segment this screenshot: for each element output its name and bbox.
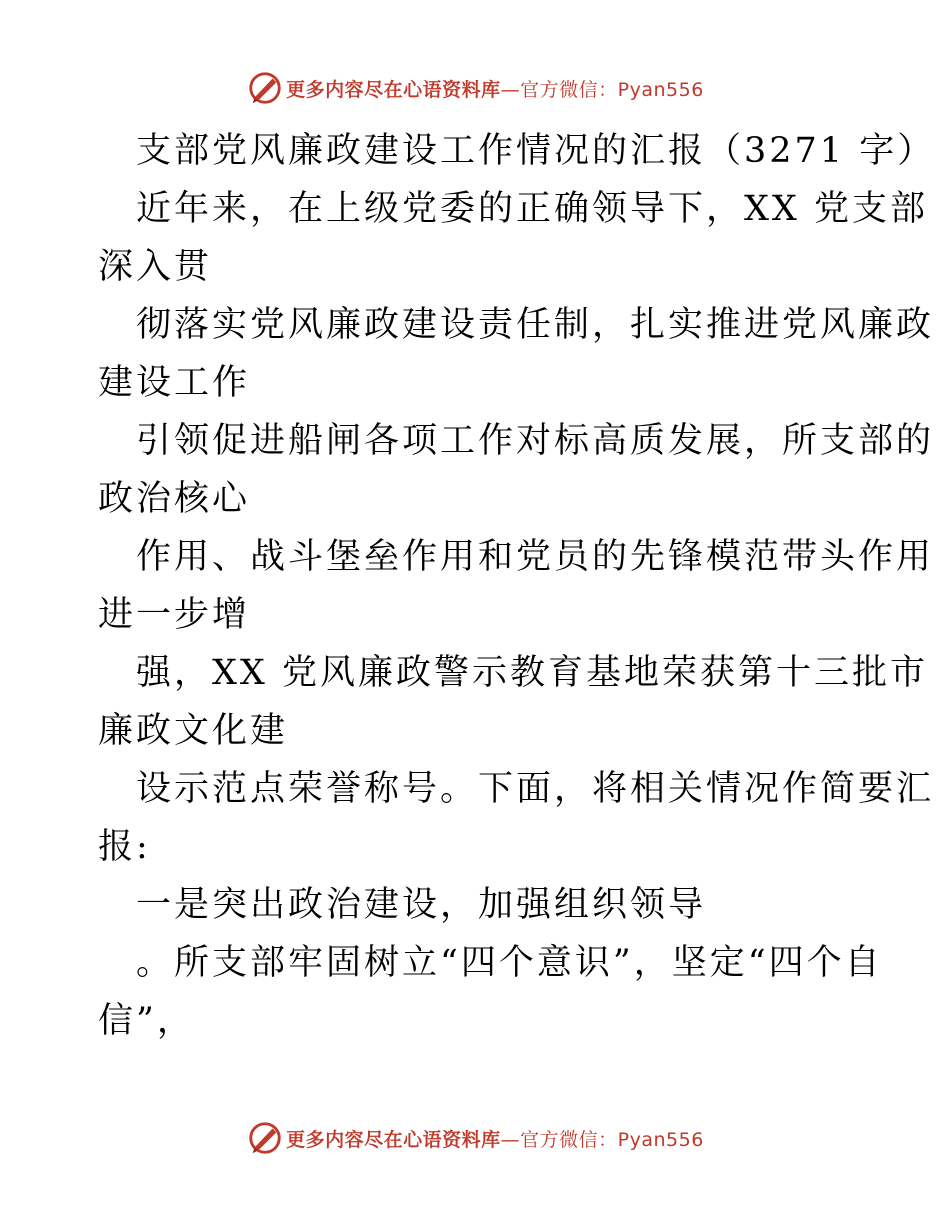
footer-banner-text: 更多内容尽在心语资料库 — [286, 1128, 501, 1151]
document-title: 支部党风廉政建设工作情况的汇报（3271 字） — [136, 131, 936, 171]
pen-logo-icon — [246, 69, 284, 107]
header-watermark-banner — [0, 68, 950, 108]
text-line: 政治核心 — [98, 479, 251, 519]
text-line: 深入贯 — [98, 247, 213, 287]
header-banner-official: —官方微信：Pyan556 — [500, 78, 704, 101]
section-heading: 一是突出政治建设，加强组织领导 — [136, 885, 707, 925]
text-line: 近年来，在上级党委的正确领导下，XX 党支部 — [136, 189, 928, 229]
header-banner-text: 更多内容尽在心语资料库 — [286, 78, 501, 101]
footer-watermark-banner — [0, 1118, 950, 1158]
document-body — [98, 122, 936, 1050]
text-line: 彻落实党风廉政建设责任制，扎实推进党风廉政 — [136, 305, 935, 345]
footer-banner-official: —官方微信：Pyan556 — [500, 1128, 704, 1151]
text-line: 廉政文化建 — [98, 711, 289, 751]
text-line: 强，XX 党风廉政警示教育基地荣获第十三批市 — [136, 653, 928, 693]
text-line: 进一步增 — [98, 595, 251, 635]
text-line: 。所支部牢固树立“四个意识”，坚定“四个自 — [136, 943, 883, 983]
text-line: 作用、战斗堡垒作用和党员的先锋模范带头作用 — [136, 537, 935, 577]
text-line: 信”， — [98, 1001, 195, 1041]
text-line: 设示范点荣誉称号。下面，将相关情况作简要汇 — [136, 769, 935, 809]
text-line: 报: — [98, 827, 151, 867]
pen-logo-icon — [246, 1119, 284, 1157]
text-line: 引领促进船闸各项工作对标高质发展，所支部的 — [136, 421, 935, 461]
text-line: 建设工作 — [98, 363, 251, 403]
